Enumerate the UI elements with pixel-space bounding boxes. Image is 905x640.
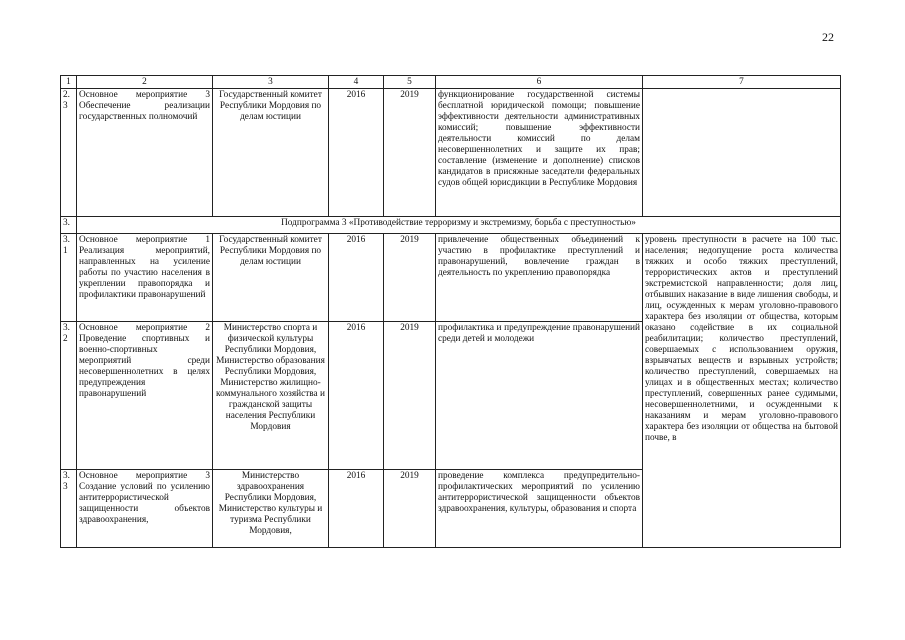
header-cell: 5 <box>384 76 436 89</box>
row-number: 3. <box>61 217 77 234</box>
executor-cell: Министерство спорта и физической культуры Республики Мордовия, Министерство образования Республики Мордовия, Министерство жилищно-коммунального хозяйства и гражданской защиты населения Республики Мордовия <box>213 322 329 470</box>
end-year-cell: 2019 <box>384 89 436 217</box>
activity-cell: Основное мероприятие 3 Создание условий по усилению антитеррористической защищенности объектов здравоохранения, <box>77 470 213 548</box>
executor-cell: Государственный комитет Республики Мордовия по делам юстиции <box>213 89 329 217</box>
indicators-cell <box>643 89 841 217</box>
header-cell: 6 <box>436 76 643 89</box>
header-cell: 3 <box>213 76 329 89</box>
start-year-cell: 2016 <box>329 89 384 217</box>
activity-cell: Основное мероприятие 1 Реализация мероприятий, направленных на усиление работы по участию населения в укреплении правопорядка и профилактики правонарушений <box>77 234 213 322</box>
table-header-row <box>61 76 841 89</box>
result-cell: проведение комплекса предупредительно-профилактических мероприятий по усилению антитеррористической защищенности объектов здравоохранения, культуры, образования и спорта <box>436 470 643 548</box>
table-row <box>61 89 841 217</box>
executor-cell: Министерство здравоохранения Республики Мордовия, Министерство культуры и туризма Республики Мордовия, <box>213 470 329 548</box>
activity-cell: Основное мероприятие 2 Проведение спортивных и военно-спортивных мероприятий среди несовершеннолетних в целях предупреждения правонарушений <box>77 322 213 470</box>
header-cell: 1 <box>61 76 77 89</box>
header-cell: 2 <box>77 76 213 89</box>
subprogram-title: Подпрограмма 3 «Противодействие терроризму и экстремизму, борьба с преступностью» <box>77 217 841 234</box>
result-cell: функционирование государственной системы бесплатной юридической помощи; повышение эффективности деятельности административных комиссий; повышение эффективности деятельности комиссий по делам несовершеннолетних и защите их прав; составление (изменение и дополнение) списков кандидатов в присяжные заседатели федеральных судов общей юрисдикции в Республике Мордовия <box>436 89 643 217</box>
indicators-cell: уровень преступности в расчете на 100 тыс. населения; недопущение роста количества тяжких и особо тяжких преступлений, террористических актов и преступлений экстремистской направленности; доля лиц, отбывших наказание в виде лишения свободы, и лиц, осужденных к мерам уголовно-правового характера без изоляции от общества, которым оказано содействие в их социальной реабилитации; количество преступлений, совершаемых с использованием оружия, взрывчатых веществ и взрывных устройств; количество преступлений, совершаемых на улицах и в общественных местах; количество преступлений, совершенных ранее судимыми, несовершеннолетними, и осужденными к наказаниям и мерам уголовно-правового характера без изоляции от общества на бытовой почве, в <box>643 234 841 548</box>
row-number: 3.3 <box>61 470 77 548</box>
end-year-cell: 2019 <box>384 470 436 548</box>
row-number: 2.3 <box>61 89 77 217</box>
page-number: 22 <box>822 30 834 44</box>
program-activities-table <box>60 75 841 548</box>
executor-cell: Государственный комитет Республики Мордовия по делам юстиции <box>213 234 329 322</box>
header-cell: 7 <box>643 76 841 89</box>
result-cell: профилактика и предупреждение правонарушений среди детей и молодежи <box>436 322 643 470</box>
end-year-cell: 2019 <box>384 322 436 470</box>
header-cell: 4 <box>329 76 384 89</box>
end-year-cell: 2019 <box>384 234 436 322</box>
activity-cell: Основное мероприятие 3 Обеспечение реализации государственных полномочий <box>77 89 213 217</box>
start-year-cell: 2016 <box>329 470 384 548</box>
start-year-cell: 2016 <box>329 322 384 470</box>
result-cell: привлечение общественных объединений к участию в профилактике преступлений и правонарушений, вовлечение граждан в деятельность по укреплению правопорядка <box>436 234 643 322</box>
table-row <box>61 234 841 322</box>
start-year-cell: 2016 <box>329 234 384 322</box>
row-number: 3.1 <box>61 234 77 322</box>
subprogram-row <box>61 217 841 234</box>
row-number: 3.2 <box>61 322 77 470</box>
